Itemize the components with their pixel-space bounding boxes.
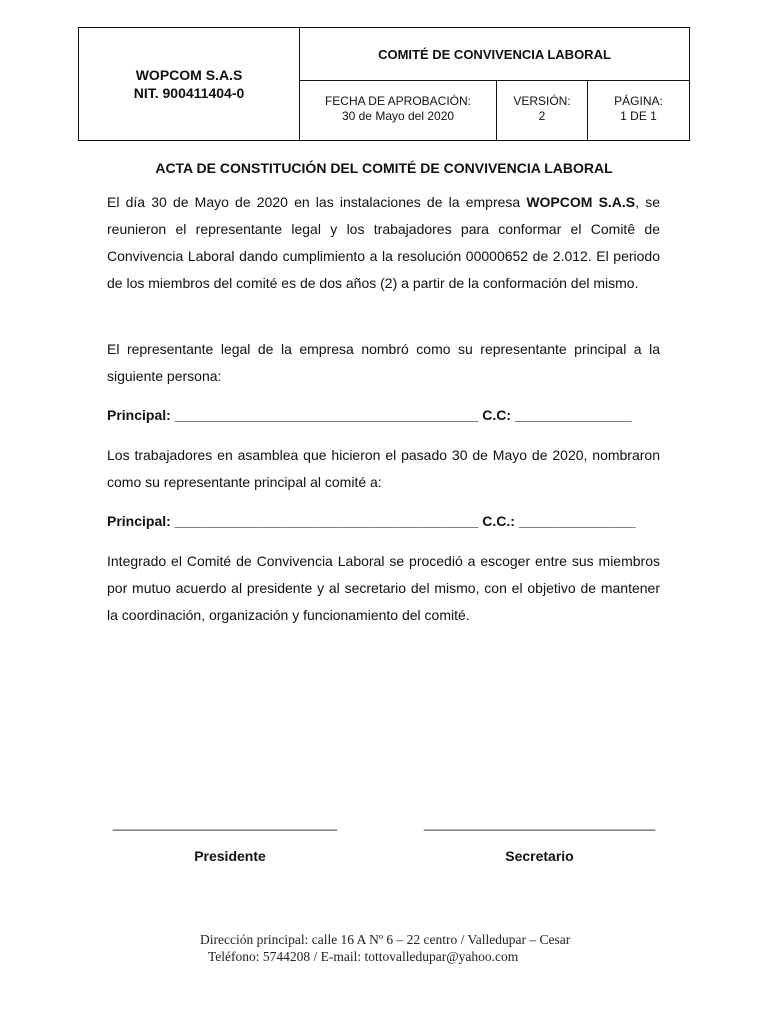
page-cell xyxy=(588,81,689,140)
secretario-signature-line: ________________________________ xyxy=(423,816,656,831)
company-info-cell xyxy=(79,28,300,140)
approval-date-label: FECHA DE APROBACIÓN: xyxy=(324,93,472,108)
company-nit: NIT. 900411404-0 xyxy=(133,85,245,101)
document-title: ACTA DE CONSTITUCIÓN DEL COMITÉ DE CONVIVENCIA LABORAL xyxy=(155,160,613,176)
secretario-label: Secretario xyxy=(505,848,574,864)
approval-date-cell xyxy=(300,81,497,140)
paragraph-committee-integration: Integrado el Comité de Convivencia Laboral se procedió a escoger entre sus miembros por mutuo acuerdo al presidente y al secretario del mismo, con el objetivo de mantener la coordinación, organización y funcionamiento del comité. xyxy=(107,553,660,623)
presidente-signature-line: _______________________________ xyxy=(112,816,338,831)
paragraph-workers-assembly: Los trabajadores en asamblea que hicieron el pasado 30 de Mayo de 2020, nombraron como su representante principal al comité a: xyxy=(107,447,660,490)
approval-date-value: 30 de Mayo del 2020 xyxy=(341,108,455,123)
version-label: VERSIÓN: xyxy=(513,93,571,108)
principal-workers-line: Principal: _______________________________________ C.C.: _______________ xyxy=(107,513,636,529)
presidente-label: Presidente xyxy=(194,848,266,864)
version-value: 2 xyxy=(538,108,546,123)
paragraph-constitution-start: El día 30 de Mayo de 2020 en las instalaciones de la empresa xyxy=(107,194,527,210)
document-meta-row xyxy=(300,81,689,140)
committee-title: COMITÉ DE CONVIVENCIA LABORAL xyxy=(300,28,689,81)
company-name: WOPCOM S.A.S xyxy=(135,67,243,83)
page-value: 1 DE 1 xyxy=(620,108,657,123)
paragraph-legal-representative: El representante legal de la empresa nombró como su representante principal a la siguiente persona: xyxy=(107,341,660,384)
principal-employer-line: Principal: _______________________________________ C.C: _______________ xyxy=(107,407,632,423)
page-label: PÁGINA: xyxy=(614,93,663,108)
paragraph-constitution-end: , se reunieron el representante legal y los trabajadores para conformar el Comitê de Convivencia Laboral dando cumplimiento a la resolución 00000652 de 2.012. El periodo de los miembros del comité es de dos años (2) a partir de la conformación del mismo. xyxy=(107,194,660,291)
version-cell xyxy=(497,81,588,140)
document-footer xyxy=(200,931,570,965)
paragraph-company-name: WOPCOM S.A.S xyxy=(526,194,636,210)
footer-contact: Teléfono: 5744208 / E-mail: tottovalledupar@yahoo.com xyxy=(208,949,519,964)
document-header-table xyxy=(78,27,690,141)
paragraph-constitution xyxy=(107,189,660,297)
footer-address: Dirección principal: calle 16 A Nº 6 – 22 centro / Valledupar – Cesar xyxy=(200,932,571,947)
